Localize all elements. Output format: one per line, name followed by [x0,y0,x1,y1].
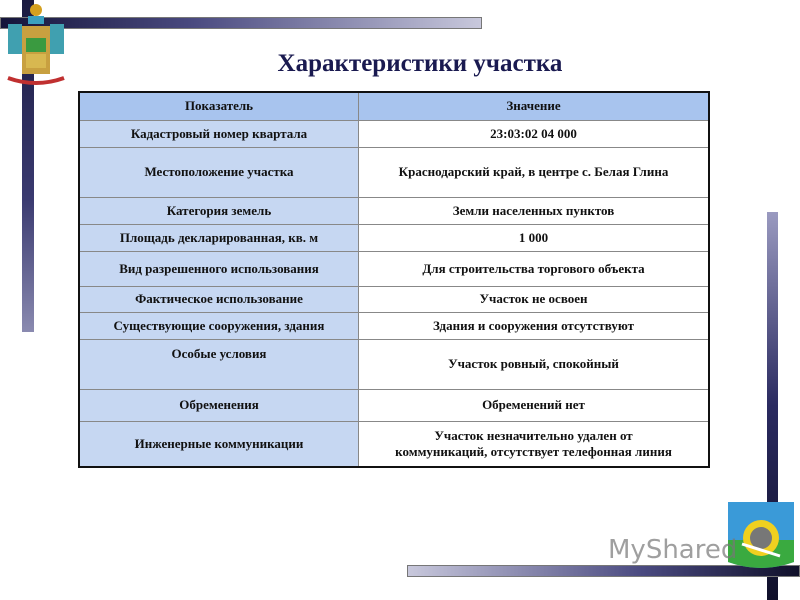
row-label: Особые условия [79,339,359,389]
header-value: Значение [359,92,710,120]
table-row [79,251,709,286]
row-value: Участок ровный, спокойный [359,339,710,389]
row-label: Вид разрешенного использования [79,251,359,286]
belaya-glina-coat-of-arms-icon [728,502,794,574]
row-value: Краснодарский край, в центре с. Белая Глина [359,147,710,197]
table-row [79,312,709,339]
row-value: Здания и сооружения отсутствуют [359,312,710,339]
table-row [79,286,709,312]
row-value: Земли населенных пунктов [359,197,710,224]
table-row [79,339,709,389]
table-row [79,197,709,224]
row-value: Для строительства торгового объекта [359,251,710,286]
decor-bar-top [0,17,482,29]
row-label: Обременения [79,389,359,421]
row-label: Площадь декларированная, кв. м [79,224,359,251]
table-header-row [79,92,709,120]
row-label: Местоположение участка [79,147,359,197]
row-value: Участок не освоен [359,286,710,312]
watermark: MyShared [608,535,738,565]
row-value: 1 000 [359,224,710,251]
table-row [79,147,709,197]
row-label: Кадастровый номер квартала [79,120,359,147]
row-value: Обременений нет [359,389,710,421]
plot-characteristics-table [78,91,710,468]
row-label: Фактическое использование [79,286,359,312]
page-title: Характеристики участка [277,50,563,77]
row-label: Инженерные коммуникации [79,421,359,467]
table-row [79,120,709,147]
row-label: Категория земель [79,197,359,224]
table-row [79,224,709,251]
header-indicator: Показатель [79,92,359,120]
row-label: Существующие сооружения, здания [79,312,359,339]
row-value: Участок незначительно удален от коммуникаций, отсутствует телефонная линия [359,421,710,467]
table-row [79,389,709,421]
table-row [79,421,709,467]
row-value: 23:03:02 04 000 [359,120,710,147]
